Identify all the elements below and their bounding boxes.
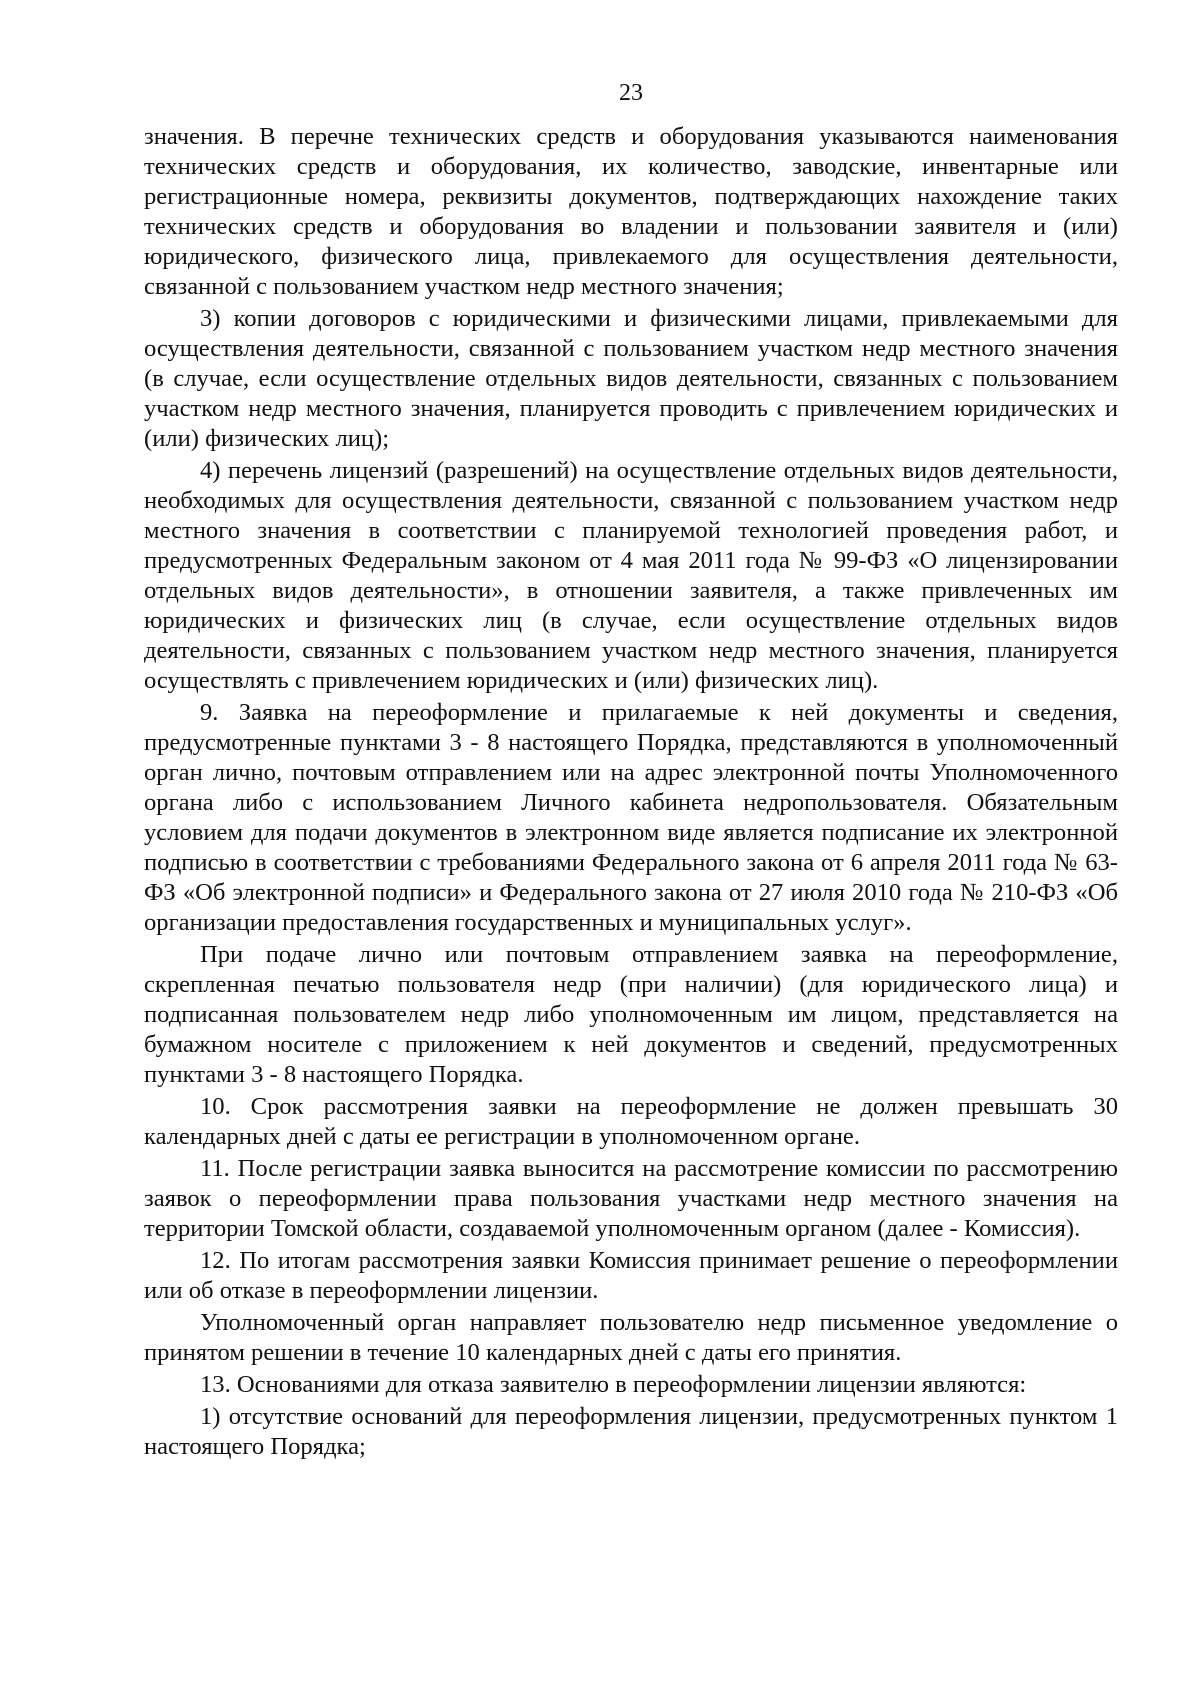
- paragraph-clause-12-decision: 12. По итогам рассмотрения заявки Комиссия принимает решение о переоформлении или об отказе в переоформлении лицензии.: [144, 1247, 1118, 1304]
- paragraph-item-4-licenses: 4) перечень лицензий (разрешений) на осуществление отдельных видов деятельности, необходимых для осуществления деятельности, связанной с пользованием участком недр местного значения в соответствии с планируемой технологией проведения работ, и предусмотренных Федеральным законом от 4 мая 2011 года № 99-ФЗ «О лицензировании отдельных видов деятельности», в отношении заявителя, а также привлеченных им юридических и физических лиц (в случае, если осуществление отдельных видов деятельности, связанных с пользованием участком недр местного значения, планируется осуществлять с привлечением юридических и (или) физических лиц).: [144, 457, 1118, 694]
- paragraph-notification: Уполномоченный орган направляет пользователю недр письменное уведомление о принятом решении в течение 10 календарных дней с даты его принятия.: [144, 1309, 1118, 1366]
- paragraph-clause-13-refusal-grounds: 13. Основаниями для отказа заявителю в переоформлении лицензии являются:: [200, 1371, 1027, 1398]
- paragraph-clause-9-submission: 9. Заявка на переоформление и прилагаемые к ней документы и сведения, предусмотренные пунктами 3 - 8 настоящего Порядка, представляются в уполномоченный орган лично, почтовым отправлением или на адрес электронной почты Уполномоченного органа либо с использованием Личного кабинета недропользователя. Обязательным условием для подачи документов в электронном виде является подписание их электронной подписью в соответствии с требованиями Федерального закона от 6 апреля 2011 года № 63-ФЗ «Об электронной подписи» и Федерального закона от 27 июля 2010 года № 210-ФЗ «Об организации предоставления государственных и муниципальных услуг».: [144, 699, 1118, 936]
- paragraph-clause-11-commission: 11. После регистрации заявка выносится на рассмотрение комиссии по рассмотрению заявок о переоформлении права пользования участками недр местного значения на территории Томской области, создаваемой уполномоченным органом (далее - Комиссия).: [144, 1155, 1118, 1242]
- page-number: 23: [619, 80, 643, 106]
- paragraph-paper-submission: При подаче лично или почтовым отправлением заявка на переоформление, скрепленная печатью пользователя недр (при наличии) (для юридического лица) и подписанная пользователем недр либо уполномоченным им лицом, представляется на бумажном носителе с приложением к ней документов и сведений, предусмотренных пунктами 3 - 8 настоящего Порядка.: [144, 941, 1118, 1088]
- paragraph-item-3-contracts: 3) копии договоров с юридическими и физическими лицами, привлекаемыми для осуществления деятельности, связанной с пользованием участком недр местного значения (в случае, если осуществление отдельных видов деятельности, связанных с пользованием участком недр местного значения, планируется проводить с привлечением юридических и (или) физических лиц);: [144, 305, 1118, 452]
- paragraph-refusal-ground-1: 1) отсутствие оснований для переоформления лицензии, предусмотренных пунктом 1 настоящего Порядка;: [144, 1403, 1118, 1460]
- paragraph-equipment-list-continuation: значения. В перечне технических средств и оборудования указываются наименования технических средств и оборудования, их количество, заводские, инвентарные или регистрационные номера, реквизиты документов, подтверждающих нахождение таких технических средств и оборудования во владении и пользовании заявителя и (или) юридического, физического лица, привлекаемого для осуществления деятельности, связанной с пользованием участком недр местного значения;: [144, 123, 1118, 300]
- paragraph-clause-10-review-period: 10. Срок рассмотрения заявки на переоформление не должен превышать 30 календарных дней с даты ее регистрации в уполномоченном органе.: [144, 1093, 1118, 1150]
